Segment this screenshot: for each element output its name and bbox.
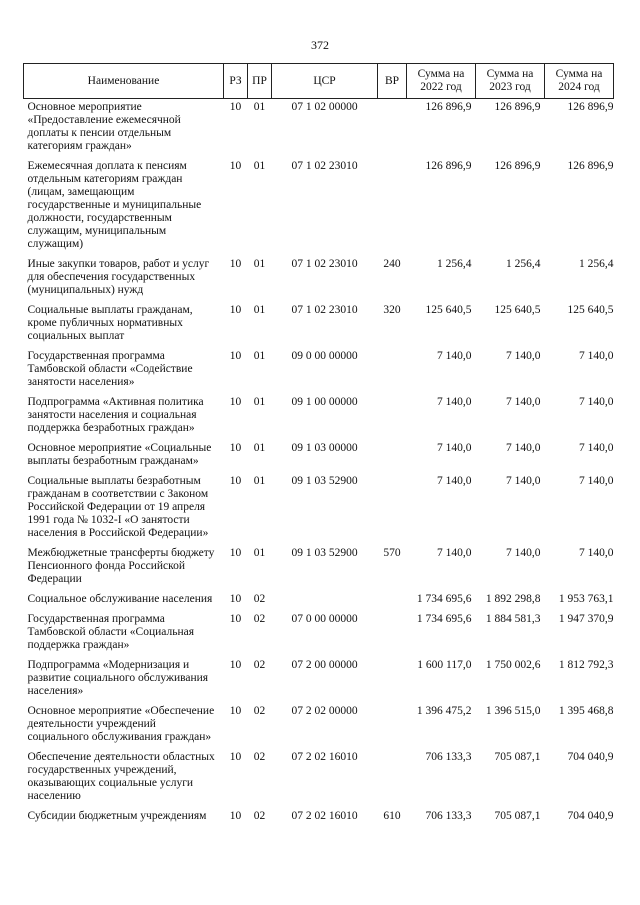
cell-sum-2024: 7 140,0 — [579, 350, 614, 362]
cell-sum-2023: 1 396 515,0 — [485, 705, 541, 717]
table-row — [24, 256, 614, 302]
cell-rz: 10 — [229, 442, 242, 454]
cell-pr: 01 — [253, 442, 266, 454]
table-row — [24, 611, 614, 657]
cell-sum-2022: 7 140,0 — [437, 396, 472, 408]
cell-name: Основное мероприятие «Социальные выплаты безработным гражданам» — [27, 442, 212, 467]
cell-vr — [378, 99, 407, 159]
cell-csr: 07 1 02 23010 — [291, 160, 358, 172]
cell-csr: 09 0 00 00000 — [291, 350, 358, 362]
table-row — [24, 808, 614, 828]
budget-table — [23, 63, 614, 828]
cell-pr: 01 — [253, 160, 266, 172]
cell-rz: 10 — [229, 160, 242, 172]
cell-sum-2024: 1 395 468,8 — [558, 705, 614, 717]
table-row — [24, 302, 614, 348]
table-row — [24, 158, 614, 256]
cell-name: Иные закупки товаров, работ и услуг для обеспечения государственных (муниципальных) нужд — [27, 258, 210, 296]
cell-csr — [272, 591, 378, 611]
cell-sum-2023: 7 140,0 — [506, 396, 541, 408]
cell-name: Социальное обслуживание населения — [27, 593, 213, 605]
cell-csr: 07 2 02 00000 — [291, 705, 358, 717]
cell-rz: 10 — [229, 475, 242, 487]
cell-sum-2022: 126 896,9 — [425, 101, 472, 113]
cell-rz: 10 — [229, 547, 242, 559]
cell-csr: 09 1 03 52900 — [291, 547, 358, 559]
cell-rz: 10 — [229, 304, 242, 316]
cell-sum-2023: 126 896,9 — [494, 160, 541, 172]
table-row — [24, 348, 614, 394]
cell-name: Ежемесячная доплата к пенсиям отдельным категориям граждан (лицам, замещающим государственные и муниципальные должности, государственным служащим, муниципальным служащим) — [27, 160, 202, 250]
cell-sum-2024: 7 140,0 — [579, 547, 614, 559]
cell-sum-2023: 1 884 581,3 — [485, 613, 541, 625]
table-row — [24, 657, 614, 703]
cell-rz: 10 — [229, 810, 242, 822]
cell-name: Государственная программа Тамбовской области «Содействие занятости населения» — [27, 350, 193, 388]
cell-sum-2024: 126 896,9 — [567, 101, 614, 113]
cell-sum-2023: 705 087,1 — [494, 751, 541, 763]
cell-csr: 07 2 02 16010 — [291, 810, 358, 822]
table-row — [24, 591, 614, 611]
cell-name: Социальные выплаты безработным гражданам в соответствии с Законом Российской Федерации от 19 апреля 1991 года № 1032-I «О занятости населения в Российской Федерации» — [27, 475, 209, 539]
cell-vr: 320 — [383, 304, 401, 316]
cell-vr — [378, 394, 407, 440]
cell-sum-2022: 7 140,0 — [437, 547, 472, 559]
cell-name: Основное мероприятие «Обеспечение деятельности учреждений социального обслуживания граждан» — [27, 705, 215, 743]
header-pr: ПР — [248, 64, 272, 99]
cell-rz: 10 — [229, 659, 242, 671]
cell-vr: 240 — [383, 258, 401, 270]
cell-sum-2022: 7 140,0 — [437, 475, 472, 487]
header-sum-2024: Сумма на 2024 год — [545, 64, 614, 99]
cell-sum-2023: 125 640,5 — [494, 304, 541, 316]
cell-vr — [378, 591, 407, 611]
cell-name: Субсидии бюджетным учреждениям — [27, 810, 207, 822]
cell-sum-2022: 1 256,4 — [437, 258, 472, 270]
cell-pr: 02 — [253, 659, 266, 671]
cell-sum-2022: 706 133,3 — [425, 810, 472, 822]
table-row — [24, 703, 614, 749]
cell-pr: 01 — [253, 101, 266, 113]
cell-sum-2023: 7 140,0 — [506, 350, 541, 362]
cell-rz: 10 — [229, 613, 242, 625]
cell-pr: 01 — [253, 547, 266, 559]
cell-sum-2023: 7 140,0 — [506, 442, 541, 454]
cell-sum-2024: 7 140,0 — [579, 396, 614, 408]
cell-sum-2023: 126 896,9 — [494, 101, 541, 113]
cell-sum-2024: 1 953 763,1 — [558, 593, 614, 605]
cell-rz: 10 — [229, 593, 242, 605]
cell-csr: 07 1 02 23010 — [291, 304, 358, 316]
cell-sum-2023: 1 750 002,6 — [485, 659, 541, 671]
cell-pr: 02 — [253, 810, 266, 822]
table-row — [24, 473, 614, 545]
cell-vr — [378, 703, 407, 749]
cell-sum-2022: 7 140,0 — [437, 442, 472, 454]
cell-vr — [378, 611, 407, 657]
cell-pr: 01 — [253, 304, 266, 316]
cell-sum-2024: 1 812 792,3 — [558, 659, 614, 671]
cell-name: Подпрограмма «Модернизация и развитие социального обслуживания населения» — [27, 659, 209, 697]
cell-rz: 10 — [229, 350, 242, 362]
cell-name: Обеспечение деятельности областных государственных учреждений, оказывающих социальные услуги населению — [27, 751, 215, 802]
page-number: 372 — [311, 38, 329, 52]
header-rz: РЗ — [224, 64, 248, 99]
cell-vr — [378, 473, 407, 545]
cell-vr — [378, 657, 407, 703]
cell-sum-2023: 705 087,1 — [494, 810, 541, 822]
header-vr: ВР — [378, 64, 407, 99]
cell-rz: 10 — [229, 101, 242, 113]
cell-csr: 07 1 02 23010 — [291, 258, 358, 270]
cell-name: Государственная программа Тамбовской области «Социальная поддержка граждан» — [27, 613, 195, 651]
cell-pr: 02 — [253, 751, 266, 763]
cell-csr: 07 0 00 00000 — [291, 613, 358, 625]
cell-csr: 07 2 02 16010 — [291, 751, 358, 763]
cell-sum-2022: 125 640,5 — [425, 304, 472, 316]
cell-vr: 610 — [383, 810, 401, 822]
cell-csr: 07 1 02 00000 — [291, 101, 358, 113]
cell-vr — [378, 158, 407, 256]
cell-sum-2022: 1 734 695,6 — [416, 593, 472, 605]
cell-csr: 09 1 03 52900 — [291, 475, 358, 487]
cell-sum-2022: 7 140,0 — [437, 350, 472, 362]
cell-pr: 02 — [253, 613, 266, 625]
table-row — [24, 545, 614, 591]
cell-vr — [378, 440, 407, 473]
cell-name: Межбюджетные трансферты бюджету Пенсионного фонда Российской Федерации — [27, 547, 215, 585]
cell-sum-2023: 7 140,0 — [506, 547, 541, 559]
header-sum-2022: Сумма на 2022 год — [407, 64, 476, 99]
cell-sum-2024: 704 040,9 — [567, 810, 614, 822]
table-header — [24, 64, 614, 99]
cell-pr: 01 — [253, 475, 266, 487]
cell-sum-2024: 125 640,5 — [567, 304, 614, 316]
table-row — [24, 440, 614, 473]
table-row — [24, 394, 614, 440]
cell-sum-2022: 1 734 695,6 — [416, 613, 472, 625]
cell-name: Социальные выплаты гражданам, кроме публичных нормативных социальных выплат — [27, 304, 193, 342]
header-name: Наименование — [24, 64, 224, 99]
table-row — [24, 99, 614, 159]
cell-sum-2024: 7 140,0 — [579, 442, 614, 454]
cell-sum-2024: 704 040,9 — [567, 751, 614, 763]
cell-sum-2023: 1 892 298,8 — [485, 593, 541, 605]
cell-pr: 01 — [253, 350, 266, 362]
cell-sum-2023: 7 140,0 — [506, 475, 541, 487]
cell-name: Подпрограмма «Активная политика занятости населения и социальная поддержка безработных граждан» — [27, 396, 204, 434]
cell-sum-2024: 126 896,9 — [567, 160, 614, 172]
cell-sum-2024: 1 947 370,9 — [558, 613, 614, 625]
cell-sum-2022: 706 133,3 — [425, 751, 472, 763]
cell-sum-2022: 126 896,9 — [425, 160, 472, 172]
cell-rz: 10 — [229, 258, 242, 270]
cell-vr — [378, 749, 407, 808]
cell-sum-2024: 7 140,0 — [579, 475, 614, 487]
cell-csr: 09 1 00 00000 — [291, 396, 358, 408]
cell-name: Основное мероприятие «Предоставление ежемесячной доплаты к пенсии отдельным категориям граждан» — [27, 101, 181, 152]
cell-sum-2022: 1 600 117,0 — [417, 659, 472, 671]
cell-csr: 07 2 00 00000 — [291, 659, 358, 671]
cell-sum-2024: 1 256,4 — [579, 258, 614, 270]
cell-vr: 570 — [383, 547, 401, 559]
header-csr: ЦСР — [272, 64, 378, 99]
cell-rz: 10 — [229, 705, 242, 717]
cell-rz: 10 — [229, 396, 242, 408]
cell-pr: 02 — [253, 593, 266, 605]
cell-pr: 01 — [253, 258, 266, 270]
cell-sum-2023: 1 256,4 — [506, 258, 541, 270]
header-sum-2023: Сумма на 2023 год — [476, 64, 545, 99]
cell-pr: 02 — [253, 705, 266, 717]
table-row — [24, 749, 614, 808]
cell-pr: 01 — [253, 396, 266, 408]
cell-csr: 09 1 03 00000 — [291, 442, 358, 454]
cell-vr — [378, 348, 407, 394]
cell-rz: 10 — [229, 751, 242, 763]
cell-sum-2022: 1 396 475,2 — [416, 705, 472, 717]
table-body — [24, 99, 614, 829]
